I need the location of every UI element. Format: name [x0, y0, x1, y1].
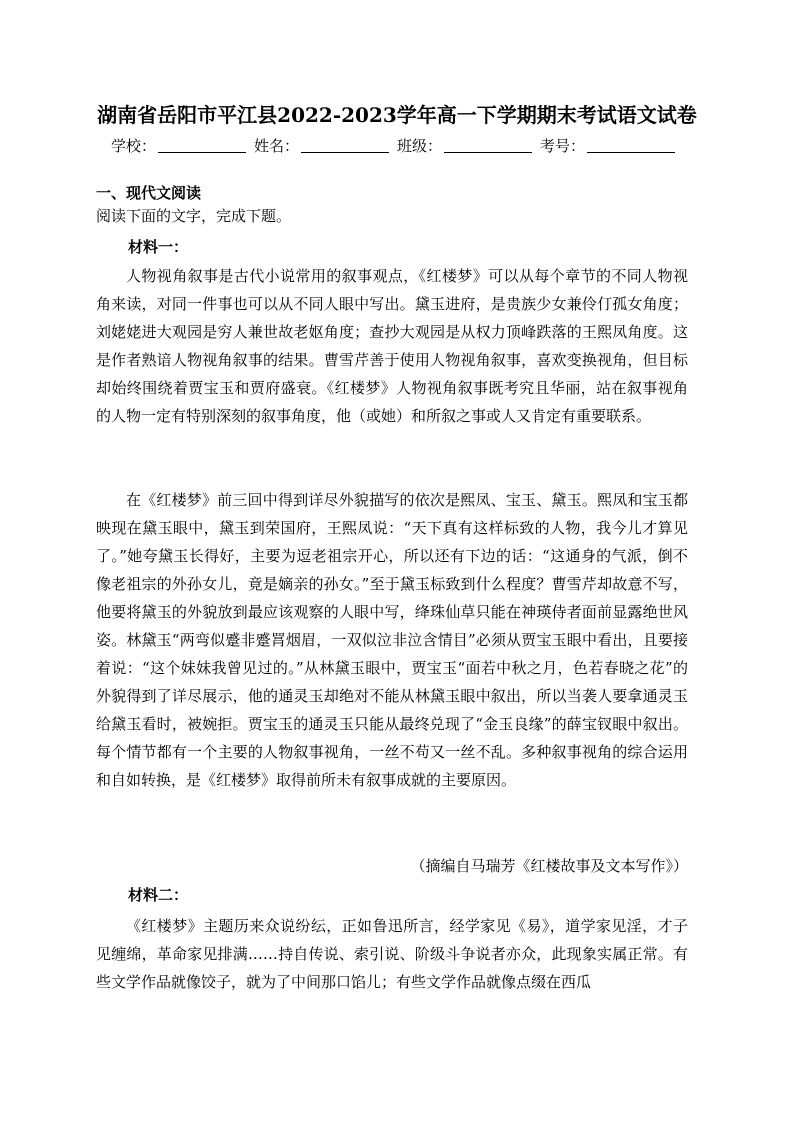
school-blank	[158, 138, 246, 153]
material1-paragraph-1: 人物视角叙事是古代小说常用的叙事观点，《红楼梦》可以从每个章节的不同人物视角来读，对同一件事也可以从不同人眼中写出。黛玉进府，是贵族少女兼伶仃孤女角度；刘姥姥进大观园是穷人兼世故老妪角度；查抄大观园是从权力顶峰跌落的王熙凤角度。这是作者熟谙人物视角叙事的结果。曹雪芹善于使用人物视角叙事，喜欢变换视角，但目标却始终围绕着贾宝玉和贾府盛衰。《红楼梦》人物视角叙事既考究且华丽，站在叙事视角的人物一定有特别深刻的叙事角度，他（或她）和所叙之事或人又肯定有重要联系。	[96, 267, 688, 425]
section-heading: 一、现代文阅读	[96, 184, 202, 202]
exam-no-blank	[587, 138, 675, 153]
class-label: 班级：	[397, 137, 443, 155]
exam-no-label: 考号：	[540, 137, 586, 155]
material1-paragraph-2: 在《红楼梦》前三回中得到详尽外貌描写的依次是熙凤、宝玉、黛玉。熙凤和宝玉都映现在黛玉眼中，黛玉到荣国府，王熙凤说：“天下真有这样标致的人物，我今儿才算见了。”她夸黛玉长得好，主要为逗老祖宗开心，所以还有下边的话：“这通身的气派，倒不像老祖宗的外孙女儿，竟是嫡亲的孙女。”至于黛玉标致到什么程度？曹雪芹却故意不写，他要将黛玉的外貌放到最应该观察的人眼中写，绛珠仙草只能在神瑛侍者面前显露绝世风姿。林黛玉“两弯似蹙非蹙罥烟眉，一双似泣非泣含情目”必须从贾宝玉眼中看出，且要接着说：“这个妹妹我曾见过的。”从林黛玉眼中，贾宝玉“面若中秋之月，色若春晓之花”的外貌得到了详尽展示，他的通灵玉却绝对不能从林黛玉眼中叙出，所以当袭人要拿通灵玉给黛玉看时，被婉拒。贾宝玉的通灵玉只能从最终兑现了“金玉良缘”的薛宝钗眼中叙出。每个情节都有一个主要的人物叙事视角，一丝不苟又一丝不乱。多种叙事视角的综合运用和自如转换，是《红楼梦》取得前所未有叙事成就的主要原因。	[96, 491, 688, 789]
reading-instruction: 阅读下面的文字，完成下题。	[96, 207, 292, 225]
page-title: 湖南省岳阳市平江县2022-2023学年高一下学期期末考试语文试卷	[97, 103, 697, 127]
material1-label: 材料一：	[128, 238, 189, 256]
student-info-row	[0, 134, 794, 158]
material2-paragraph-1: 《红楼梦》主题历来众说纷纭，正如鲁迅所言，经学家见《易》，道学家见淫，才子见缠绵，革命家见排满……持自传说、索引说、阶级斗争说者亦众，此现象实属正常。有些文学作品就像饺子，就为了中间那口馅儿；有些文学作品就像点缀在西瓜	[96, 917, 688, 991]
material2-label: 材料二：	[128, 886, 189, 904]
name-label: 姓名：	[253, 137, 299, 155]
material1-citation: （摘编自马瑞芳《红楼故事及文本写作》）	[410, 857, 688, 875]
name-blank	[301, 138, 389, 153]
school-label: 学校：	[110, 137, 156, 155]
class-blank	[444, 138, 532, 153]
